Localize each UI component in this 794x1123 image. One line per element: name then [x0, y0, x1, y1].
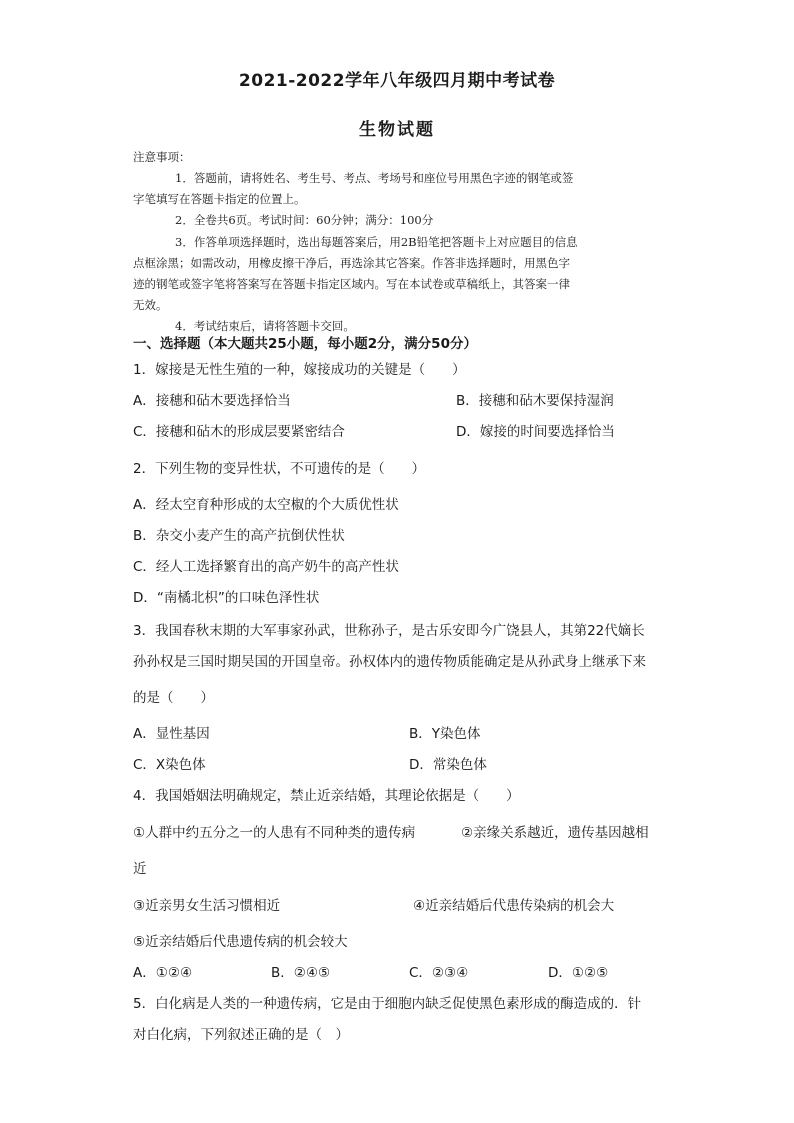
exam-title: 2021-2022学年八年级四月期中考试卷 [238, 71, 556, 91]
question-stem: 2．下列生物的变异性状，不可遗传的是（ ） [133, 461, 426, 477]
statement-1: ①人群中约五分之一的人患有不同种类的遗传病 [133, 825, 416, 841]
statement-2-cont: 近 [133, 861, 147, 877]
option-b: B．接穗和砧木要保持湿润 [456, 393, 614, 409]
statement-4: ④近亲结婚后代患传染病的机会大 [413, 898, 615, 914]
option-d: D．常染色体 [409, 757, 487, 773]
question-stem: 的是（ ） [133, 690, 214, 706]
note-line: 1．答题前，请将姓名、考生号、考点、考场号和座位号用黑色字迹的钢笔或签 [175, 171, 574, 185]
option-a: A．经太空育种形成的太空椒的个大质优性状 [133, 497, 399, 513]
statement-2: ②亲缘关系越近，遗传基因越相 [461, 825, 649, 841]
statement-5: ⑤近亲结婚后代患遗传病的机会较大 [133, 934, 348, 950]
section-heading: 一、选择题（本大题共25小题，每小题2分，满分50分） [133, 336, 477, 352]
note-line: 4．考试结束后，请将答题卡交回。 [175, 319, 355, 333]
option-a: A．接穗和砧木要选择恰当 [133, 393, 291, 409]
option-d: D．“南橘北枳”的口味色泽性状 [133, 590, 320, 606]
note-line: 迹的钢笔或签字笔将答案写在答题卡指定区域内。写在本试卷或草稿纸上，其答案一律 [133, 277, 570, 291]
option-d: D．①②⑤ [548, 965, 609, 981]
option-b: B．杂交小麦产生的高产抗倒伏性状 [133, 528, 345, 544]
subject-title: 生物试题 [359, 120, 435, 140]
question-stem: 4．我国婚姻法明确规定，禁止近亲结婚，其理论依据是（ ） [133, 788, 520, 804]
question-stem: 孙孙权是三国时期吴国的开国皇帝。孙权体内的遗传物质能确定是从孙武身上继承下来 [133, 654, 646, 670]
question-stem: 3．我国春秋末期的大军事家孙武，世称孙子，是古乐安即今广饶县人，其第22代嫡长 [133, 623, 645, 639]
note-line: 点框涂黑；如需改动，用橡皮擦干净后，再选涂其它答案。作答非选择题时，用黑色字 [133, 256, 570, 270]
option-a: A．①②④ [133, 965, 193, 981]
note-line: 2．全卷共6页。考试时间：60分钟；满分：100分 [175, 213, 434, 227]
option-b: B．②④⑤ [271, 965, 331, 981]
notes-heading: 注意事项： [133, 150, 191, 164]
option-b: B．Y染色体 [409, 726, 481, 742]
option-c: C．②③④ [409, 965, 469, 981]
note-line: 3．作答单项选择题时，选出每题答案后，用2B铅笔把答题卡上对应题目的信息 [175, 235, 578, 249]
option-d: D．嫁接的时间要选择恰当 [456, 424, 615, 440]
question-stem: 1．嫁接是无性生殖的一种，嫁接成功的关键是（ ） [133, 362, 466, 378]
option-c: C．接穗和砧木的形成层要紧密结合 [133, 424, 345, 440]
question-stem: 5．白化病是人类的一种遗传病，它是由于细胞内缺乏促使黑色素形成的酶造成的．针 [133, 996, 642, 1012]
option-c: C．经人工选择繁育出的高产奶牛的高产性状 [133, 559, 399, 575]
option-c: C．X染色体 [133, 757, 206, 773]
note-line: 字笔填写在答题卡指定的位置上。 [133, 192, 306, 206]
question-stem: 对白化病，下列叙述正确的是（ ） [133, 1027, 349, 1043]
option-a: A．显性基因 [133, 726, 210, 742]
statement-3: ③近亲男女生活习惯相近 [133, 898, 281, 914]
note-line: 无效。 [133, 298, 168, 312]
